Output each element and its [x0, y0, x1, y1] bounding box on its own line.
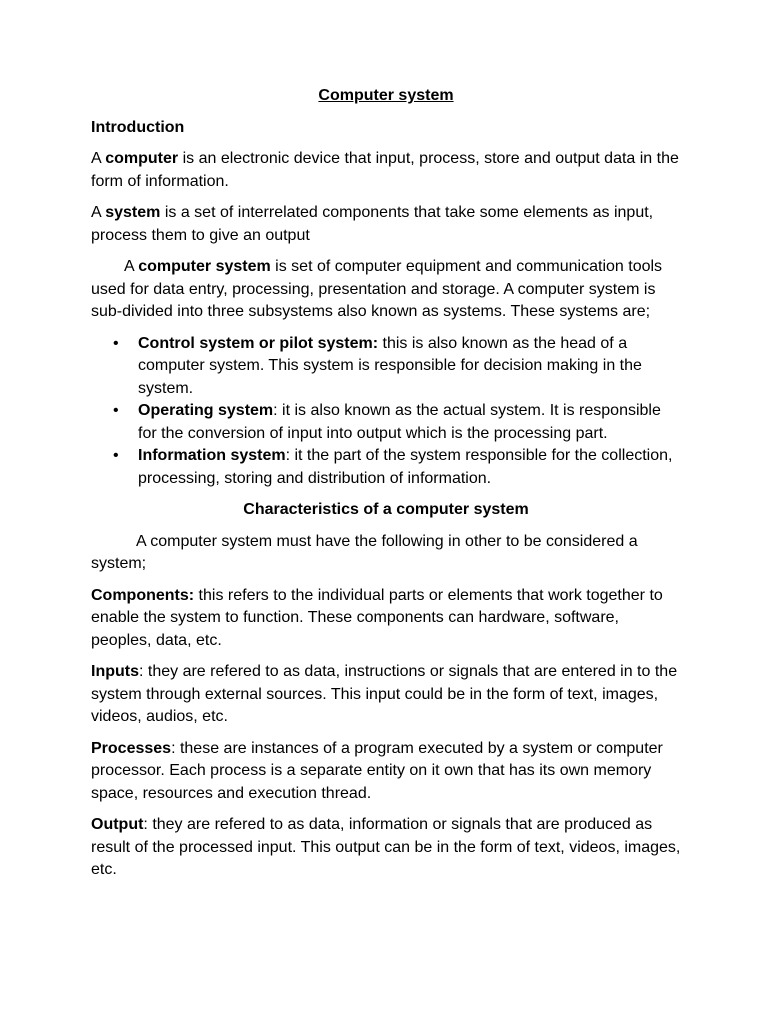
computer-definition: A computer is an electronic device that input, process, store and output data in the form of information. — [91, 150, 679, 190]
subsystem-term: Control system or pilot system: — [138, 334, 379, 352]
processes-paragraph: Processes: these are instances of a program executed by a system or computer processor. Each process is a separate entity on it own that has its own memory space, resources and execution thread. — [91, 739, 663, 802]
processes-term: Processes — [91, 739, 172, 757]
characteristics-heading: Characteristics of a computer system — [243, 501, 529, 518]
subsystem-term: Operating system — [138, 402, 274, 419]
system-definition: A system is a set of interrelated components that take some elements as input, process them to give an output — [91, 204, 654, 244]
document-body — [91, 85, 681, 891]
list-item: • Control system or pilot system: this is also known as the head of a computer system. This system is responsible for decision making in the system. — [113, 334, 642, 397]
components-paragraph: Components: this refers to the individual parts or elements that work together to enable the system to function. These components can hardware, software, peoples, data, etc. — [91, 586, 663, 649]
bullet-icon: • — [113, 334, 119, 352]
intro-heading: Introduction — [91, 118, 185, 136]
output-term: Output — [91, 816, 144, 833]
computer-system-definition: A computer system is set of computer equipment and communication tools used for data entry, processing, presentation and storage. A computer system is sub-divided into three subsystems also known as systems. These systems are; — [91, 258, 663, 320]
computer-term: computer — [105, 150, 179, 167]
page-title: Computer system — [318, 87, 454, 104]
bullet-icon: • — [113, 447, 119, 464]
output-paragraph: Output: they are refered to as data, information or signals that are produced as result of the processed input. This output can be in the form of text, videos, images, etc. — [91, 816, 681, 878]
inputs-term: Inputs — [91, 663, 139, 680]
characteristics-intro: A computer system must have the following in other to be considered a system; — [91, 532, 638, 572]
subsystems-list — [91, 333, 681, 491]
computer-system-term: computer system — [138, 258, 271, 275]
components-term: Components: — [91, 586, 195, 604]
subsystem-term: Information system — [138, 447, 286, 464]
bullet-icon: • — [113, 402, 119, 419]
inputs-paragraph: Inputs: they are refered to as data, instructions or signals that are entered in to the system through external sources. This input could be in the form of text, images, videos, audios, etc. — [91, 663, 678, 725]
system-term: system — [105, 204, 161, 221]
list-item: • Information system: it the part of the system responsible for the collection, processing, storing and distribution of information. — [113, 447, 673, 487]
list-item: • Operating system: it is also known as the actual system. It is responsible for the conversion of input into output which is the processing part. — [113, 402, 661, 442]
